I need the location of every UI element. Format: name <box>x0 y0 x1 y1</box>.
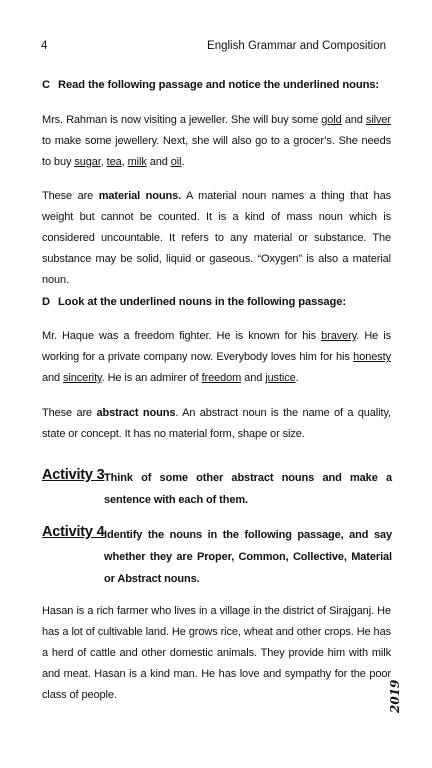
passage-text: . He is an admirer of <box>101 372 202 384</box>
passage-text: and <box>241 372 266 384</box>
final-passage: Hasan is a rich farmer who lives in a village in the district of Sirajganj. He has a lot of cultivable land. He grows rice, wheat and other crops. He has a herd of cattle and other domestic animals. They provide him with milk and meat. Hasan is a kind man. He has love and sympathy for the poor class of people. <box>42 605 391 701</box>
section-d-heading <box>42 296 346 308</box>
term-material-nouns: material nouns. <box>98 190 182 202</box>
section-d-explanation <box>42 403 391 445</box>
section-d-letter: D <box>42 296 50 308</box>
activity-3-label: Activity 3 <box>42 467 105 483</box>
year-mark: 2019 <box>388 679 402 713</box>
section-d-passage <box>42 326 391 389</box>
underlined-noun-honesty: honesty <box>353 351 391 363</box>
underlined-noun-sugar: sugar <box>74 156 101 168</box>
underlined-noun-milk: milk <box>127 156 147 168</box>
passage-text: Mrs. Rahman is now visiting a jeweller. She will buy some <box>42 114 322 126</box>
passage-text: . <box>295 372 299 384</box>
passage-text: and <box>146 156 171 168</box>
passage-text: and <box>341 114 366 126</box>
underlined-noun-bravery: bravery <box>321 330 357 342</box>
explanation-text: These are <box>42 407 97 419</box>
section-c-letter: C <box>42 79 50 91</box>
section-d-heading-text: Look at the underlined nouns in the following passage: <box>58 296 346 308</box>
passage-text: and <box>42 372 64 384</box>
underlined-noun-silver: silver <box>365 114 391 126</box>
section-c-passage <box>42 110 391 173</box>
book-title: English Grammar and Composition <box>207 40 386 52</box>
passage-text: , <box>121 156 128 168</box>
underlined-noun-oil: oil <box>170 156 182 168</box>
passage-text: to make some jewellery. Next, she will also go to a grocer’s. She needs to buy <box>42 135 391 168</box>
underlined-noun-tea: tea <box>106 156 122 168</box>
passage-text: . <box>181 156 185 168</box>
activity-4-text: Identify the nouns in the following passage, and say whether they are Proper, Common, Collective, Material or Abstract nouns. <box>104 529 392 585</box>
underlined-noun-sincerity: sincerity <box>63 372 102 384</box>
passage-text: , <box>100 156 107 168</box>
explanation-text: . An abstract noun is the name of a quality, state or concept. It has no material form, shape or size. <box>42 407 391 440</box>
term-abstract-nouns: abstract nouns <box>96 407 176 419</box>
underlined-noun-justice: justice <box>265 372 296 384</box>
section-c-heading <box>42 79 379 91</box>
activity-4-label: Activity 4 <box>42 524 105 540</box>
activity-3-text: Think of some other abstract nouns and make a sentence with each of them. <box>104 472 392 506</box>
explanation-text: These are <box>42 190 99 202</box>
passage-text: . He is working for a private company now. Everybody loves him for his <box>42 330 391 363</box>
underlined-noun-freedom: freedom <box>201 372 242 384</box>
section-c-explanation <box>42 186 391 291</box>
page-number: 4 <box>41 40 48 52</box>
underlined-noun-gold: gold <box>321 114 342 126</box>
passage-text: Mr. Haque was a freedom fighter. He is known for his <box>42 330 322 342</box>
section-c-heading-text: Read the following passage and notice the underlined nouns: <box>58 79 380 91</box>
explanation-text: A material noun names a thing that has weight but cannot be counted. It is a kind of mass noun which is considered uncountable. It refers to any material or substance. The substance may be solid, liquid or gaseous. “Oxygen” is also a material noun. <box>42 190 391 286</box>
